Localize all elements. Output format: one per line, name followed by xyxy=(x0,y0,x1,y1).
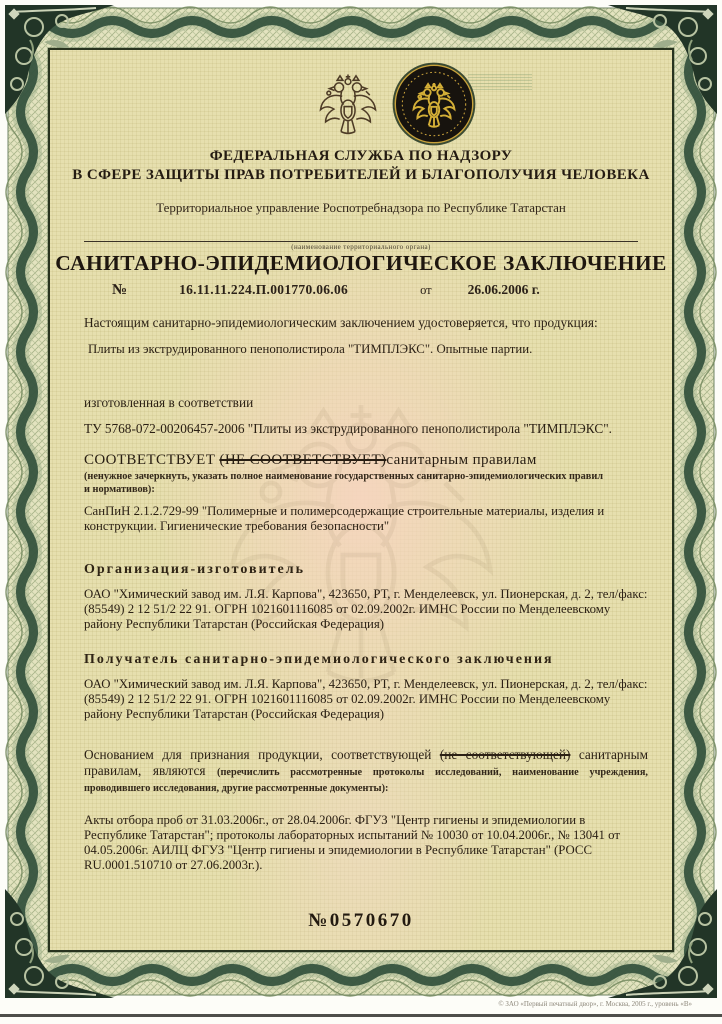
manufacturer-heading: Организация-изготовитель xyxy=(84,562,305,577)
document-title: САНИТАРНО-ЭПИДЕМИОЛОГИЧЕСКОЕ ЗАКЛЮЧЕНИЕ xyxy=(55,251,667,275)
recipient-heading: Получатель санитарно-эпидемиологического заключения xyxy=(84,652,554,667)
recipient-paragraph: ОАО "Химический завод им. Л.Я. Карпова", 423650, РТ, г. Менделеевск, ул. Пионерская, д. 2, тел/факс: (85549) 2 12 51/2 22 91. ОГРН 1021601116085 от 02.09.2002г. ИМНС России по Менделеевскому району Республики Татарстан (Российская Федерация) xyxy=(84,677,648,721)
territorial-body-line: Территориальное управление Роспотребнадзора по Республике Татарстан xyxy=(156,200,566,215)
federal-service-line2: В СФЕРЕ ЗАЩИТЫ ПРАВ ПОТРЕБИТЕЛЕЙ И БЛАГОПОЛУЧИЯ ЧЕЛОВЕКА xyxy=(72,167,650,183)
manufacturer-paragraph: ОАО "Химический завод им. Л.Я. Карпова", 423650, РТ, г. Менделеевск, ул. Пионерская, д. 2, тел/факс: (85549) 2 12 51/2 22 91. ОГРН 1021601116085 от 02.09.2002г. ИМНС России по Менделеевскому району Республики Татарстан (Российская Федерация) xyxy=(84,587,648,631)
certificate-number: 16.11.11.224.П.001770.06.06 xyxy=(179,282,349,297)
basis-text-1: Основанием для признания продукции, соответствующей xyxy=(84,747,440,762)
conforms-note: (ненужное зачеркнуть, указать полное наименование государственных санитарно-эпидемиологических правил и нормативов): xyxy=(84,471,604,495)
not-conforms-struck-text: (НЕ СООТВЕТСТВУЕТ) xyxy=(219,452,387,468)
made-in-accordance-line: изготовленная в соответствии xyxy=(84,395,254,410)
printer-imprint: © ЗАО «Первый печатный двор», г. Москва, 2005 г., уровень «В» xyxy=(498,1000,692,1008)
product-line: Плиты из экструдированного пенополистирола "ТИМПЛЭКС". Опытные партии. xyxy=(88,342,533,356)
scan-edge-line xyxy=(0,1014,722,1017)
number-label: № xyxy=(112,282,128,298)
territorial-caption: (наименование территориального органа) xyxy=(291,243,431,251)
conforms-text: СООТВЕТСТВУЕТ xyxy=(84,452,216,468)
russian-coat-of-arms-icon xyxy=(316,61,380,147)
sanpin-paragraph: СанПиН 2.1.2.729-99 "Полимерные и полимерсодержащие строительные материалы, изделия и конструкции. Гигиенические требования безопасности" xyxy=(84,504,605,533)
basis-paragraph xyxy=(84,747,648,796)
certificate-date: 26.06.2006 г. xyxy=(467,282,540,297)
basis-struck-text: (не соответствующей) xyxy=(439,747,571,762)
date-label: от xyxy=(420,283,432,297)
blank-form-number: №0570670 xyxy=(308,910,414,931)
header-emblems xyxy=(84,60,710,148)
basis-note: (перечислить рассмотренные протоколы исследований, наименование учреждения, проводившего исследования, другие рассмотренные документы): xyxy=(84,766,648,795)
intro-line: Настоящим санитарно-эпидемиологическим заключением удостоверяется, что продукция: xyxy=(84,315,598,330)
basis-text-2: санитарным правилам, являются xyxy=(84,747,649,778)
round-seal-eagle-icon xyxy=(390,60,478,148)
territorial-rule xyxy=(84,241,638,242)
certificate-paper xyxy=(48,48,674,952)
conforms-line xyxy=(84,452,648,470)
conforms-tail-text: санитарным правилам xyxy=(386,452,537,468)
number-row xyxy=(84,282,638,299)
tu-line: ТУ 5768-072-00206457-2006 "Плиты из экструдированного пенополистирола "ТИМПЛЭКС". xyxy=(84,421,612,436)
basis-documents-paragraph: Акты отбора проб от 31.03.2006г., от 28.04.2006г. ФГУЗ "Центр гигиены и эпидемиологии в Республике Татарстан"; протоколы лабораторных испытаний № 10030 от 10.04.2006г., № 13041 от 04.05.2006г. АИЛЦ ФГУЗ "Центр гигиены и эпидемиологии в Республике Татарстан" (РОСС RU.0001.510710 от 27.06.2003г.). xyxy=(84,813,620,872)
federal-service-line1: ФЕДЕРАЛЬНАЯ СЛУЖБА ПО НАДЗОРУ xyxy=(209,148,513,164)
